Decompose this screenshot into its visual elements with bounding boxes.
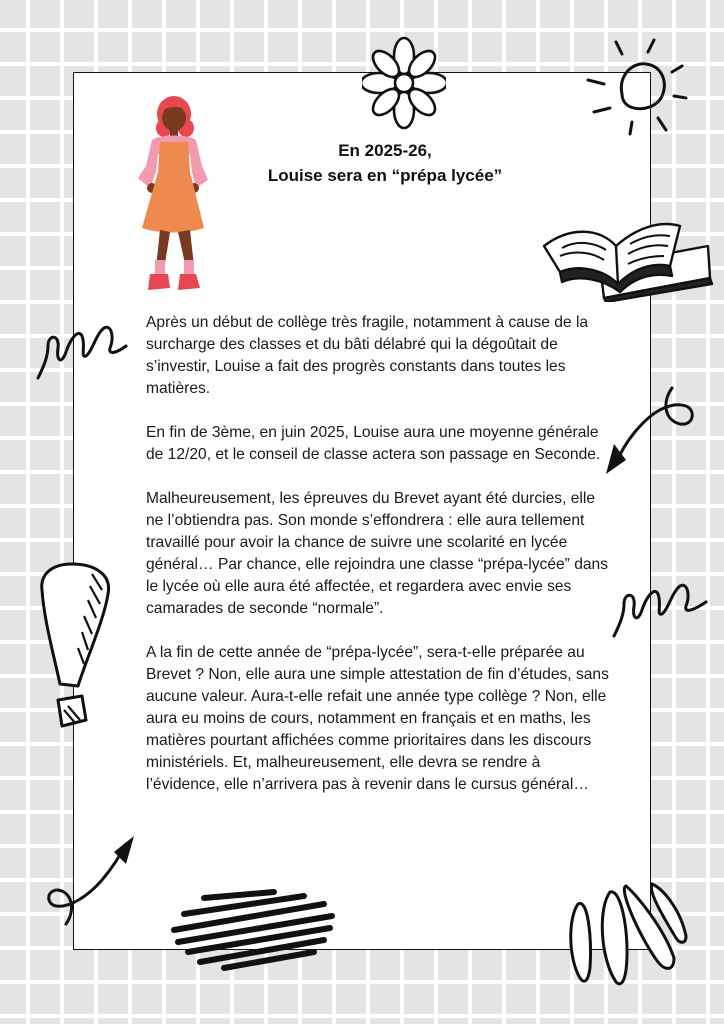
paragraph-2: En fin de 3ème, en juin 2025, Louise aura une moyenne générale de 12/20, et le conseil de classe actera son passage en Seconde. (146, 424, 601, 463)
loops-doodle-left (34, 316, 134, 386)
books-icon (540, 206, 716, 302)
petals-doodle (562, 878, 692, 990)
body-text (146, 312, 616, 818)
title-line-2: Louise sera en “prépa lycée” (267, 166, 503, 185)
paragraph-1: Après un début de collège très fragile, notamment à cause de la surcharge des classes et du bâti délabré qui la dégoûtait de s’investir, Louise a fait des progrès constants dans toutes les matières. (146, 314, 589, 397)
scribble-doodle (164, 888, 344, 974)
girl-illustration (130, 92, 212, 304)
loops-doodle-right (608, 574, 712, 648)
paragraph-3: Malheureusement, les épreuves du Brevet ayant été durcies, elle ne l’obtiendra pas. Son monde s’effondrera : elle aura tellement travaillé pour avoir la chance de suivre une scolarité en lycée général… Par chance, elle rejoindra une classe “prépa-lycée” dans le lycée où elle aura été affectée, et regardera avec envie ses camarades de seconde “normale”. (146, 490, 609, 617)
sun-icon (582, 36, 690, 140)
curly-arrow-left-icon (42, 834, 138, 930)
exclamation-icon (36, 560, 116, 736)
page-title (220, 138, 550, 188)
title-line-1: En 2025-26, (338, 141, 432, 160)
paragraph-4: A la fin de cette année de “prépa-lycée”, sera-t-elle préparée au Brevet ? Non, elle aura une simple attestation de fin d’études, sans aucune valeur. Aura-t-elle refait une année type collège ? Non, elle aura eu moins de cours, notamment en français et en maths, les matières pourtant affichées comme prioritaires dans les discours ministériels. Et, malheureusement, elle devra se rendre à l’évidence, elle n’arrivera pas à revenir dans le cursus général… (146, 644, 609, 793)
flower-icon (362, 36, 446, 130)
